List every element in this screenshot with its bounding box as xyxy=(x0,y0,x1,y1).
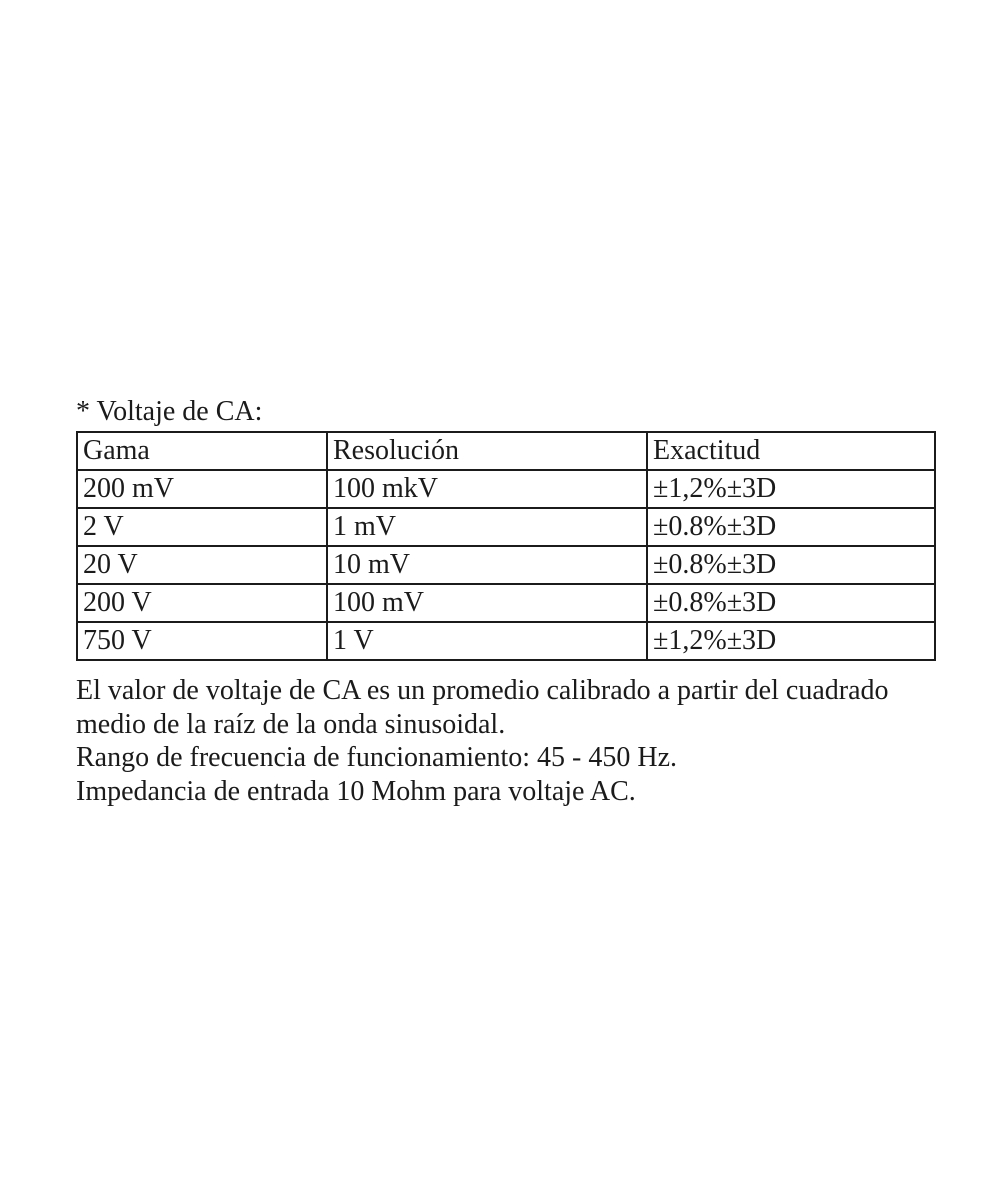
table-cell-resolucion: 1 V xyxy=(327,622,647,660)
table-cell-resolucion: 100 mkV xyxy=(327,470,647,508)
note-rms-line-1: El valor de voltaje de CA es un promedio calibrado a partir del cuadrado xyxy=(76,675,889,706)
column-header-resolucion: Resolución xyxy=(327,432,647,470)
table-header-row xyxy=(77,432,935,470)
ac-voltage-spec-table xyxy=(76,431,936,661)
column-header-gama: Gama xyxy=(77,432,327,470)
table-cell-resolucion: 1 mV xyxy=(327,508,647,546)
table-cell-exactitud: ±1,2%±3D xyxy=(647,470,935,508)
table-row xyxy=(77,546,935,584)
note-rms-line-2: medio de la raíz de la onda sinusoidal. xyxy=(76,708,506,740)
table-row xyxy=(77,622,935,660)
table-row xyxy=(77,584,935,622)
table-cell-exactitud: ±0.8%±3D xyxy=(647,584,935,622)
table-cell-gama: 750 V xyxy=(77,622,327,660)
note-frequency: Rango de frecuencia de funcionamiento: 45 - 450 Hz. xyxy=(76,742,678,773)
table-cell-exactitud: ±0.8%±3D xyxy=(647,546,935,584)
table-cell-gama: 20 V xyxy=(77,546,327,584)
table-cell-resolucion: 100 mV xyxy=(327,584,647,622)
table-cell-gama: 200 mV xyxy=(77,470,327,508)
table-cell-exactitud: ±1,2%±3D xyxy=(647,622,935,660)
table-cell-gama: 200 V xyxy=(77,584,327,622)
page-title: * Voltaje de CA: xyxy=(76,396,263,427)
table-cell-resolucion: 10 mV xyxy=(327,546,647,584)
table-row xyxy=(77,470,935,508)
note-impedance: Impedancia de entrada 10 Mohm para voltaje AC. xyxy=(76,775,636,807)
notes-block xyxy=(76,674,956,808)
table-cell-exactitud: ±0.8%±3D xyxy=(647,508,935,546)
table-row xyxy=(77,508,935,546)
table-cell-gama: 2 V xyxy=(77,508,327,546)
column-header-exactitud: Exactitud xyxy=(647,432,935,470)
